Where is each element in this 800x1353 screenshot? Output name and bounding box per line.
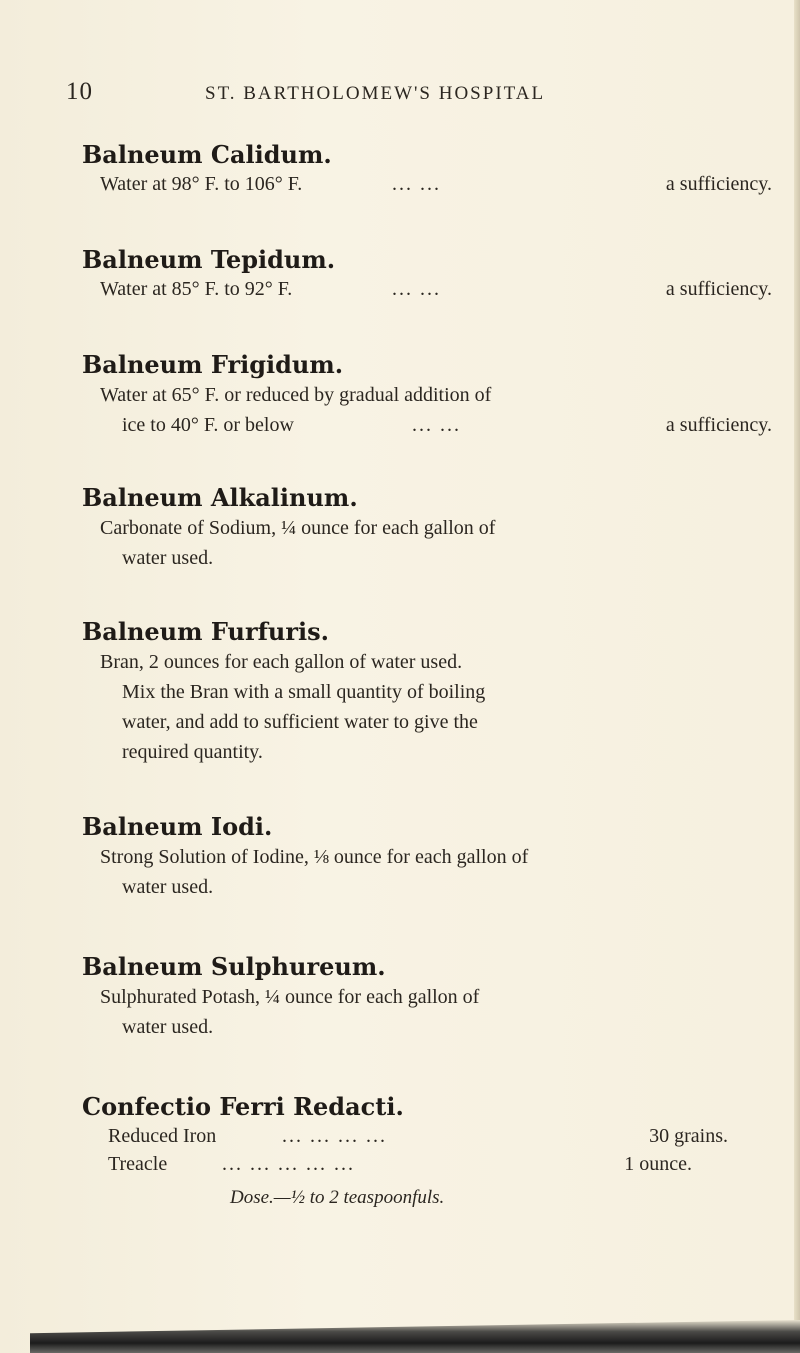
entry-text: Sulphurated Potash, ¼ ounce for each gallon of <box>100 986 480 1008</box>
entry-title: Balneum Calidum. <box>82 140 332 169</box>
entry-title: Balneum Furfuris. <box>82 617 329 646</box>
ingredient-quantity: 1 ounce. <box>624 1153 692 1175</box>
entry-text: Water at 85° F. to 92° F. <box>100 278 293 300</box>
entry-text: ice to 40° F. or below <box>122 414 294 436</box>
page-header <box>0 78 800 108</box>
ingredient-name: Treacle <box>108 1153 168 1175</box>
leader-dots: ... ... ... ... <box>282 1125 387 1147</box>
entry-text: water, and add to sufficient water to give the <box>122 711 478 733</box>
entry-line <box>82 170 772 198</box>
entry-title: Balneum Frigidum. <box>82 350 344 379</box>
entry-line <box>82 410 772 440</box>
ingredient-row <box>82 1122 728 1150</box>
entry-balneum-frigidum <box>82 350 772 440</box>
entry-text: water used. <box>122 547 214 569</box>
page-bottom-edge <box>30 1320 800 1353</box>
entry-title: Confectio Ferri Redacti. <box>82 1092 404 1121</box>
leader-dots: ... ... <box>392 173 441 195</box>
entry-text: required quantity. <box>122 741 263 763</box>
entry-text: water used. <box>122 1016 214 1038</box>
leader-dots: ... ... <box>412 414 461 436</box>
entry-quantity: a sufficiency. <box>665 173 772 195</box>
running-head: ST. BARTHOLOMEW'S HOSPITAL <box>205 83 546 104</box>
ingredient-quantity: 30 grains. <box>649 1125 728 1147</box>
page-edge-shadow <box>794 0 800 1353</box>
leader-dots: ... ... <box>392 278 441 300</box>
entry-balneum-furfuris <box>82 617 772 767</box>
entry-title: Balneum Sulphureum. <box>82 952 386 981</box>
entry-balneum-iodi <box>82 812 772 902</box>
entry-balneum-tepidum <box>82 245 772 303</box>
entry-title: Balneum Tepidum. <box>82 245 336 274</box>
entry-title: Balneum Alkalinum. <box>82 483 358 512</box>
entry-text: Water at 98° F. to 106° F. <box>100 173 303 195</box>
entry-balneum-sulphureum <box>82 952 772 1042</box>
entry-line <box>82 275 772 303</box>
entry-text: Mix the Bran with a small quantity of boiling <box>122 681 486 703</box>
leader-dots: ... ... ... ... ... <box>222 1153 355 1175</box>
entry-balneum-alkalinum <box>82 483 772 573</box>
entry-balneum-calidum <box>82 140 772 198</box>
entry-text: Water at 65° F. or reduced by gradual addition of <box>100 384 492 406</box>
entry-text: Strong Solution of Iodine, ⅛ ounce for each gallon of <box>100 846 529 868</box>
entry-confectio-ferri-redacti <box>82 1092 772 1178</box>
page-number: 10 <box>66 78 93 105</box>
ingredient-row <box>82 1150 728 1178</box>
entry-title: Balneum Iodi. <box>82 812 273 841</box>
entry-quantity: a sufficiency. <box>665 414 772 436</box>
entry-text: Carbonate of Sodium, ¼ ounce for each gallon of <box>100 517 496 539</box>
entry-text: Bran, 2 ounces for each gallon of water used. <box>100 651 463 673</box>
dose-line: Dose.—½ to 2 teaspoonfuls. <box>230 1187 445 1208</box>
entry-quantity: a sufficiency. <box>665 278 772 300</box>
ingredient-name: Reduced Iron <box>108 1125 217 1147</box>
entry-text: water used. <box>122 876 214 898</box>
